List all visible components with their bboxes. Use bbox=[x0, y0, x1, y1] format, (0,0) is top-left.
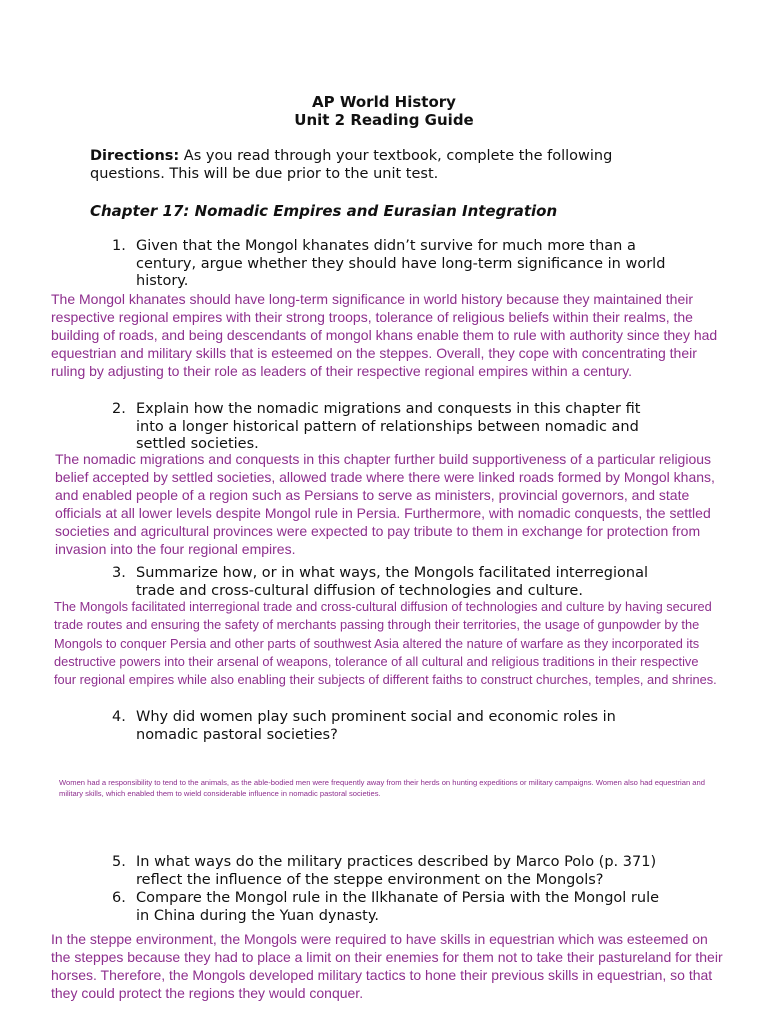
answer-5: In the steppe environment, the Mongols were required to have skills in equestrian which was esteemed on the steppes because they had to place a limit on their enemies for them not to take their pastureland for their horses. Therefore, the Mongols developed military tactics to hone their previous skills in equestrian, so that they could protect the regions they would conquer. bbox=[51, 931, 723, 1001]
question-text: Why did women play such prominent social and economic roles in nomadic pastoral societies? bbox=[136, 709, 616, 743]
answer-1: The Mongol khanates should have long-term significance in world history because they maintained their respective regional empires with their strong troops, tolerance of religious beliefs within their realms, the building of roads, and being descendants of mongol khans enable them to rule with authority since they had equestrian and military skills that is esteemed on the steppes. Overall, they cope with concentrating their ruling by adjusting to their role as leaders of their respective regional empires within a century. bbox=[51, 291, 718, 379]
directions-label: Directions: bbox=[90, 148, 180, 164]
directions bbox=[90, 147, 670, 183]
question-6 bbox=[112, 890, 672, 925]
question-number: 3. bbox=[112, 565, 126, 581]
title-line-1: AP World History bbox=[312, 93, 456, 111]
question-number: 5. bbox=[112, 854, 126, 870]
answer-3: The Mongols facilitated interregional trade and cross-cultural diffusion of technologies and culture by having secured trade routes and ensuring the safety of merchants passing through their territories, the usage of gunpowder by the Mongols to conquer Persia and other parts of southwest Asia altered the nature of warfare as they incorporated its destructive powers into their arsenal of weapons, tolerance of all cultural and religious traditions in their respective four regional empires while also enabling their subjects of different faiths to construct churches, temples, and shrines. bbox=[54, 599, 717, 688]
question-4 bbox=[112, 709, 672, 744]
question-5 bbox=[112, 854, 672, 889]
question-text: Compare the Mongol rule in the Ilkhanate of Persia with the Mongol rule in China during the Yuan dynasty. bbox=[136, 890, 660, 924]
answer-2: The nomadic migrations and conquests in this chapter further build supportiveness of a particular religious belief accepted by settled societies, allowed trade where there were linked roads formed by Mongol khans, and enabled people of a region such as Persians to serve as ministers, provincial governors, and state officials at all lower levels despite Mongol rule in Persia. Furthermore, with nomadic conquests, the settled societies and agricultural provinces were expected to pay tribute to them in exchange for protection from invasion into the four regional empires. bbox=[55, 451, 715, 557]
question-number: 6. bbox=[112, 890, 126, 906]
chapter-title: Chapter 17: Nomadic Empires and Eurasian Integration bbox=[90, 202, 558, 220]
page-title bbox=[0, 93, 768, 129]
directions-text: As you read through your textbook, complete the following questions. This will be due prior to the unit test. bbox=[90, 148, 613, 182]
question-2 bbox=[112, 401, 672, 454]
question-number: 4. bbox=[112, 709, 126, 725]
question-3 bbox=[112, 565, 672, 600]
title-line-2: Unit 2 Reading Guide bbox=[294, 111, 474, 129]
question-text: Summarize how, or in what ways, the Mongols facilitated interregional trade and cross-cultural diffusion of technologies and culture. bbox=[136, 565, 648, 599]
question-number: 2. bbox=[112, 401, 126, 417]
question-text: In what ways do the military practices described by Marco Polo (p. 371) reflect the influence of the steppe environment on the Mongols? bbox=[136, 854, 657, 888]
answer-4: Women had a responsibility to tend to the animals, as the able-bodied men were frequently away from their herds on hunting expeditions or military campaigns. Women also had equestrian and military skills, which enabled them to wield considerable influence in nomadic pastoral societies. bbox=[59, 778, 705, 798]
question-text: Explain how the nomadic migrations and conquests in this chapter fit into a longer historical pattern of relationships between nomadic and settled societies. bbox=[136, 401, 641, 452]
question-number: 1. bbox=[112, 238, 126, 254]
question-1 bbox=[112, 238, 672, 291]
question-text: Given that the Mongol khanates didn’t survive for much more than a century, argue whether they should have long-term significance in world history. bbox=[136, 238, 666, 289]
